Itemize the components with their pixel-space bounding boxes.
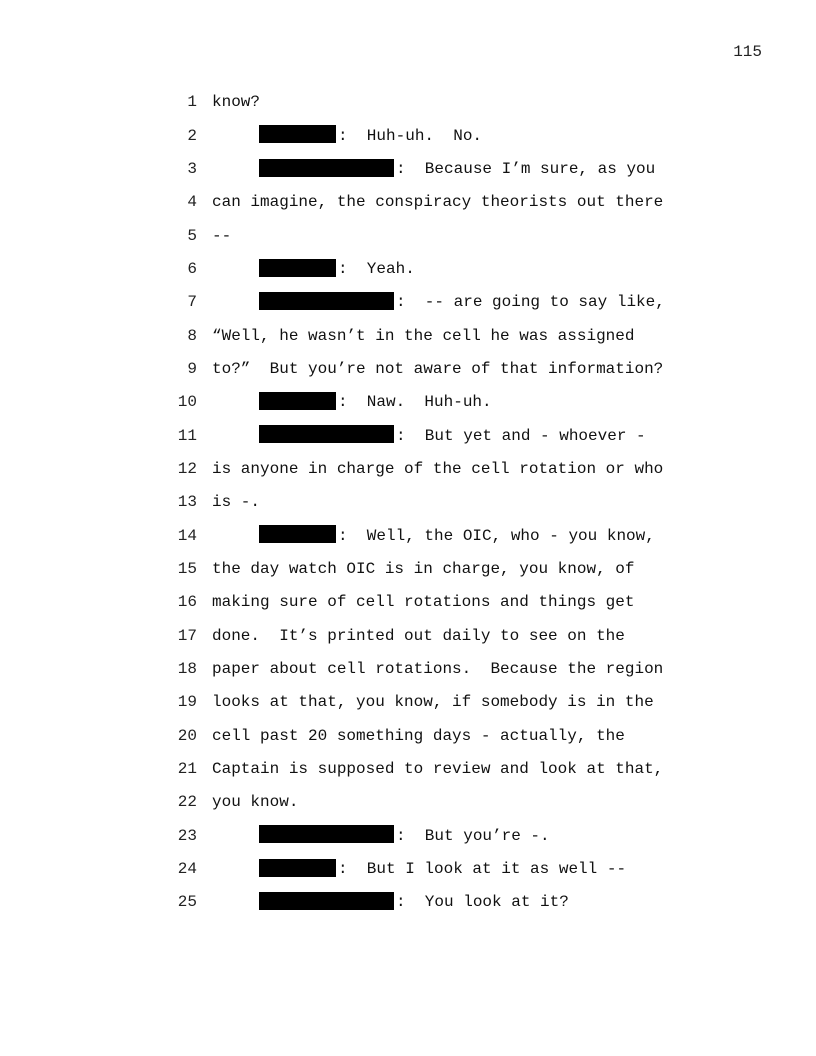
- transcript-line: [0, 620, 816, 653]
- transcript-line: [0, 820, 816, 853]
- line-text-wrap: [212, 420, 646, 453]
- line-text: done. It’s printed out daily to see on the: [212, 626, 625, 645]
- line-number: 16: [177, 593, 197, 612]
- line-number: 20: [177, 726, 197, 745]
- line-number: 24: [177, 859, 197, 878]
- redaction-box: [259, 159, 394, 177]
- transcript-line: [0, 520, 816, 553]
- line-number: 2: [187, 126, 197, 145]
- line-text: to?” But you’re not aware of that information?: [212, 359, 664, 378]
- transcript-line: [0, 86, 816, 119]
- transcript-line: [0, 886, 816, 919]
- line-number: 18: [177, 659, 197, 678]
- line-number: 19: [177, 693, 197, 712]
- transcript-line: [0, 320, 816, 353]
- line-number: 7: [187, 293, 197, 312]
- line-number: 14: [177, 526, 197, 545]
- line-text-wrap: [212, 220, 231, 253]
- redaction-box: [259, 892, 394, 910]
- line-number: 3: [187, 159, 197, 178]
- transcript-line: [0, 220, 816, 253]
- line-text: : But I look at it as well --: [338, 859, 627, 878]
- line-text-wrap: [212, 320, 634, 353]
- transcript-line: [0, 786, 816, 819]
- transcript-line: [0, 186, 816, 219]
- line-number: 22: [177, 793, 197, 812]
- transcript-line: [0, 486, 816, 519]
- line-text-wrap: [212, 720, 625, 753]
- line-text: you know.: [212, 793, 299, 812]
- transcript-line: [0, 386, 816, 419]
- line-text-wrap: [212, 653, 663, 686]
- line-text: : But yet and - whoever -: [396, 426, 646, 445]
- line-number: 6: [187, 259, 197, 278]
- line-text: know?: [212, 93, 261, 112]
- line-text-wrap: [212, 186, 663, 219]
- line-text-wrap: [212, 753, 663, 786]
- line-text: : Because I’m sure, as you: [396, 159, 656, 178]
- transcript-line: [0, 453, 816, 486]
- line-text: making sure of cell rotations and things get: [212, 593, 635, 612]
- transcript-line: [0, 286, 816, 319]
- line-number: 17: [177, 626, 197, 645]
- line-text-wrap: [212, 153, 655, 186]
- line-text-wrap: [212, 353, 663, 386]
- line-text: : -- are going to say like,: [396, 293, 665, 312]
- line-number: 25: [177, 893, 197, 912]
- line-text-wrap: [212, 453, 663, 486]
- line-text-wrap: [212, 286, 665, 319]
- transcript-line: [0, 686, 816, 719]
- transcript-line: [0, 753, 816, 786]
- page-number: 115: [733, 43, 762, 61]
- transcript-line: [0, 553, 816, 586]
- line-text: --: [212, 226, 232, 245]
- line-number: 9: [187, 359, 197, 378]
- transcript-line: [0, 120, 816, 153]
- transcript-line: [0, 253, 816, 286]
- line-number: 21: [177, 759, 197, 778]
- line-text: Captain is supposed to review and look at that,: [212, 759, 664, 778]
- line-number: 23: [177, 826, 197, 845]
- line-text: paper about cell rotations. Because the region: [212, 659, 664, 678]
- line-text: “Well, he wasn’t in the cell he was assigned: [212, 326, 635, 345]
- line-text-wrap: [212, 486, 260, 519]
- line-number: 8: [187, 326, 197, 345]
- line-text-wrap: [212, 553, 634, 586]
- transcript-line: [0, 586, 816, 619]
- line-text: : Well, the OIC, who - you know,: [338, 526, 655, 545]
- line-text-wrap: [212, 786, 298, 819]
- line-text: the day watch OIC is in charge, you know, of: [212, 559, 635, 578]
- line-text-wrap: [212, 386, 492, 419]
- line-text-wrap: [212, 820, 550, 853]
- line-text-wrap: [212, 686, 654, 719]
- transcript-line: [0, 853, 816, 886]
- line-number: 4: [187, 193, 197, 212]
- transcript-line: [0, 720, 816, 753]
- line-number: 13: [177, 493, 197, 512]
- transcript-line: [0, 353, 816, 386]
- line-text: : Yeah.: [338, 259, 415, 278]
- line-text: looks at that, you know, if somebody is in the: [212, 693, 654, 712]
- redaction-box: [259, 859, 336, 877]
- line-number: 12: [177, 459, 197, 478]
- line-text-wrap: [212, 886, 569, 919]
- line-text-wrap: [212, 120, 482, 153]
- line-text-wrap: [212, 520, 655, 553]
- line-text-wrap: [212, 86, 260, 119]
- line-text-wrap: [212, 253, 415, 286]
- line-number: 10: [177, 393, 197, 412]
- line-text: cell past 20 something days - actually, the: [212, 726, 625, 745]
- transcript-line: [0, 420, 816, 453]
- redaction-box: [259, 292, 394, 310]
- redaction-box: [259, 825, 394, 843]
- transcript-line: [0, 653, 816, 686]
- line-text-wrap: [212, 620, 625, 653]
- transcript-body: [0, 86, 816, 919]
- line-text: is -.: [212, 493, 261, 512]
- line-number: 5: [187, 226, 197, 245]
- redaction-box: [259, 392, 336, 410]
- redaction-box: [259, 525, 336, 543]
- redaction-box: [259, 125, 336, 143]
- line-number: 11: [177, 426, 197, 445]
- line-text: : Huh-uh. No.: [338, 126, 483, 145]
- line-text-wrap: [212, 586, 634, 619]
- line-text-wrap: [212, 853, 626, 886]
- line-number: 15: [177, 559, 197, 578]
- line-text: : But you’re -.: [396, 826, 550, 845]
- line-text: can imagine, the conspiracy theorists out there: [212, 193, 664, 212]
- line-text: : You look at it?: [396, 893, 569, 912]
- line-text: is anyone in charge of the cell rotation or who: [212, 459, 664, 478]
- redaction-box: [259, 259, 336, 277]
- line-text: : Naw. Huh-uh.: [338, 393, 492, 412]
- line-number: 1: [187, 93, 197, 112]
- redaction-box: [259, 425, 394, 443]
- transcript-line: [0, 153, 816, 186]
